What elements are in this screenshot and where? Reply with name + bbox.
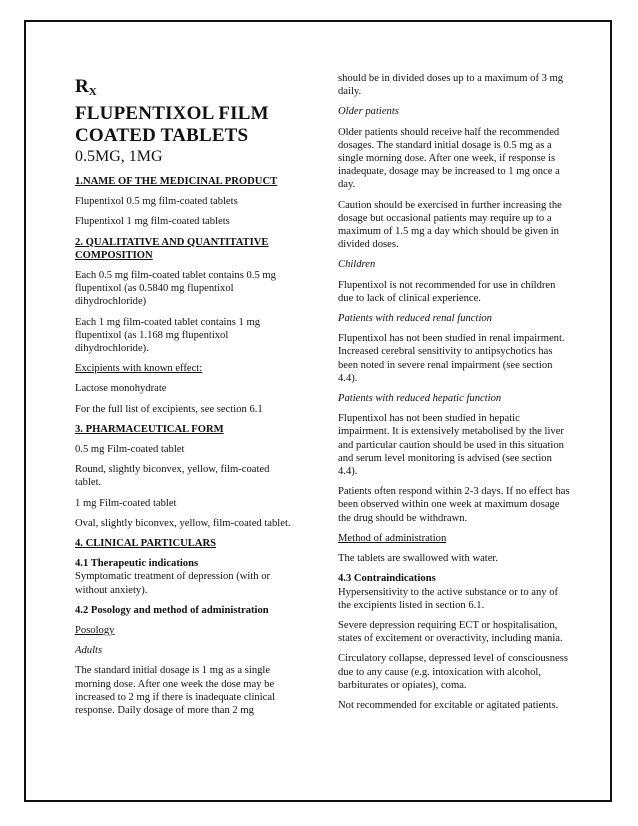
paragraph: Round, slightly biconvex, yellow, film-coated tablet. (75, 464, 270, 489)
older-patients-label: Older patients (338, 106, 399, 118)
paragraph: Flupentixol is not recommended for use in children due to lack of clinical experience. (338, 279, 556, 304)
paragraph: 1 mg Film-coated tablet (75, 497, 177, 509)
rx-letter: R (75, 76, 89, 97)
rx-symbol (75, 76, 297, 103)
section-2-heading: 2. QUALITATIVE AND QUANTITATIVE COMPOSITION (75, 236, 269, 261)
paragraph: Older patients should receive half the recommended dosages. The standard initial dosage is 0.5 mg as a single morning dose. After one week, if response is inadequate, dosage may be increased to 1 mg once a day. (338, 126, 560, 191)
section-4-3 (338, 572, 570, 612)
paragraph: 0.5 mg Film-coated tablet (75, 444, 185, 456)
right-column (338, 72, 570, 719)
paragraph: Each 0.5 mg film-coated tablet contains 0.5 mg flupentixol (as 0.5840 mg flupentixol dihydrochloride) (75, 270, 276, 308)
section-4-3-title: 4.3 Contraindications (338, 573, 436, 585)
paragraph: Flupentixol has not been studied in renal impairment. Increased cerebral sensitivity to antipsychotics has been noted in severe renal impairment (see section 4.4). (338, 333, 565, 384)
administration-label: Method of administration (338, 532, 447, 544)
children-label: Children (338, 259, 376, 271)
paragraph: Flupentixol 0.5 mg film-coated tablets (75, 196, 238, 208)
product-title-line1: FLUPENTIXOL FILM (75, 103, 269, 124)
adults-label: Adults (75, 645, 103, 657)
paragraph: Caution should be exercised in further increasing the dosage but occasional patients may require up to a maximum of 1.5 mg a day which should be given in divided doses. (338, 199, 562, 251)
left-column (75, 72, 297, 724)
paragraph: The tablets are swallowed with water. (338, 553, 499, 565)
paragraph: Flupentixol 1 mg film-coated tablets (75, 216, 230, 228)
hepatic-label: Patients with reduced hepatic function (338, 393, 502, 405)
product-strength: 0.5MG, 1MG (75, 148, 163, 165)
rx-subscript: X (88, 86, 97, 98)
product-title-line2: COATED TABLETS (75, 125, 249, 146)
paragraph: Not recommended for excitable or agitated patients. (338, 699, 559, 711)
paragraph: Circulatory collapse, depressed level of consciousness due to any cause (e.g. intoxication with alcohol, barbiturates or opiates), coma. (338, 653, 569, 691)
paragraph: Flupentixol has not been studied in hepatic impairment. It is extensively metabolised by the liver and particular caution should be used in this situation and serum level monitoring is advised (see section 4.4). (338, 413, 564, 478)
posology-label: Posology (75, 625, 115, 637)
paragraph: For the full list of excipients, see section 6.1 (75, 403, 263, 415)
section-4-1 (75, 557, 297, 597)
paragraph: should be in divided doses up to a maximum of 3 mg daily. (338, 73, 564, 98)
paragraph: Patients often respond within 2-3 days. If no effect has been observed within one week at maximum dosage the drug should be withdrawn. (338, 486, 570, 524)
section-4-2-title: 4.2 Posology and method of administration (75, 604, 269, 616)
paragraph: Oval, slightly biconvex, yellow, film-coated tablet. (75, 517, 291, 529)
paragraph: Severe depression requiring ECT or hospitalisation, states of excitement or overactivity, including mania. (338, 619, 563, 645)
section-3-heading: 3. PHARMACEUTICAL FORM (75, 423, 224, 435)
section-4-1-title: 4.1 Therapeutic indications (75, 558, 199, 570)
section-1-heading: 1.NAME OF THE MEDICINAL PRODUCT (75, 176, 278, 187)
paragraph: Hypersensitivity to the active substance or to any of the excipients listed in section 6.1. (338, 586, 559, 611)
paragraph: Symptomatic treatment of depression (with or without anxiety). (75, 571, 271, 596)
paragraph: The standard initial dosage is 1 mg as a single morning dose. After one week the dose may be increased to 2 mg if there is inadequate clinical response. Daily dosage of more than 2 mg (75, 665, 276, 717)
renal-label: Patients with reduced renal function (338, 313, 492, 325)
paragraph: Each 1 mg film-coated tablet contains 1 mg flupentixol (as 1.168 mg flupentixol dihydrochloride). (75, 316, 261, 355)
excipients-label: Excipients with known effect: (75, 363, 203, 375)
paragraph: Lactose monohydrate (75, 383, 167, 395)
section-4-heading: 4. CLINICAL PARTICULARS (75, 538, 216, 550)
